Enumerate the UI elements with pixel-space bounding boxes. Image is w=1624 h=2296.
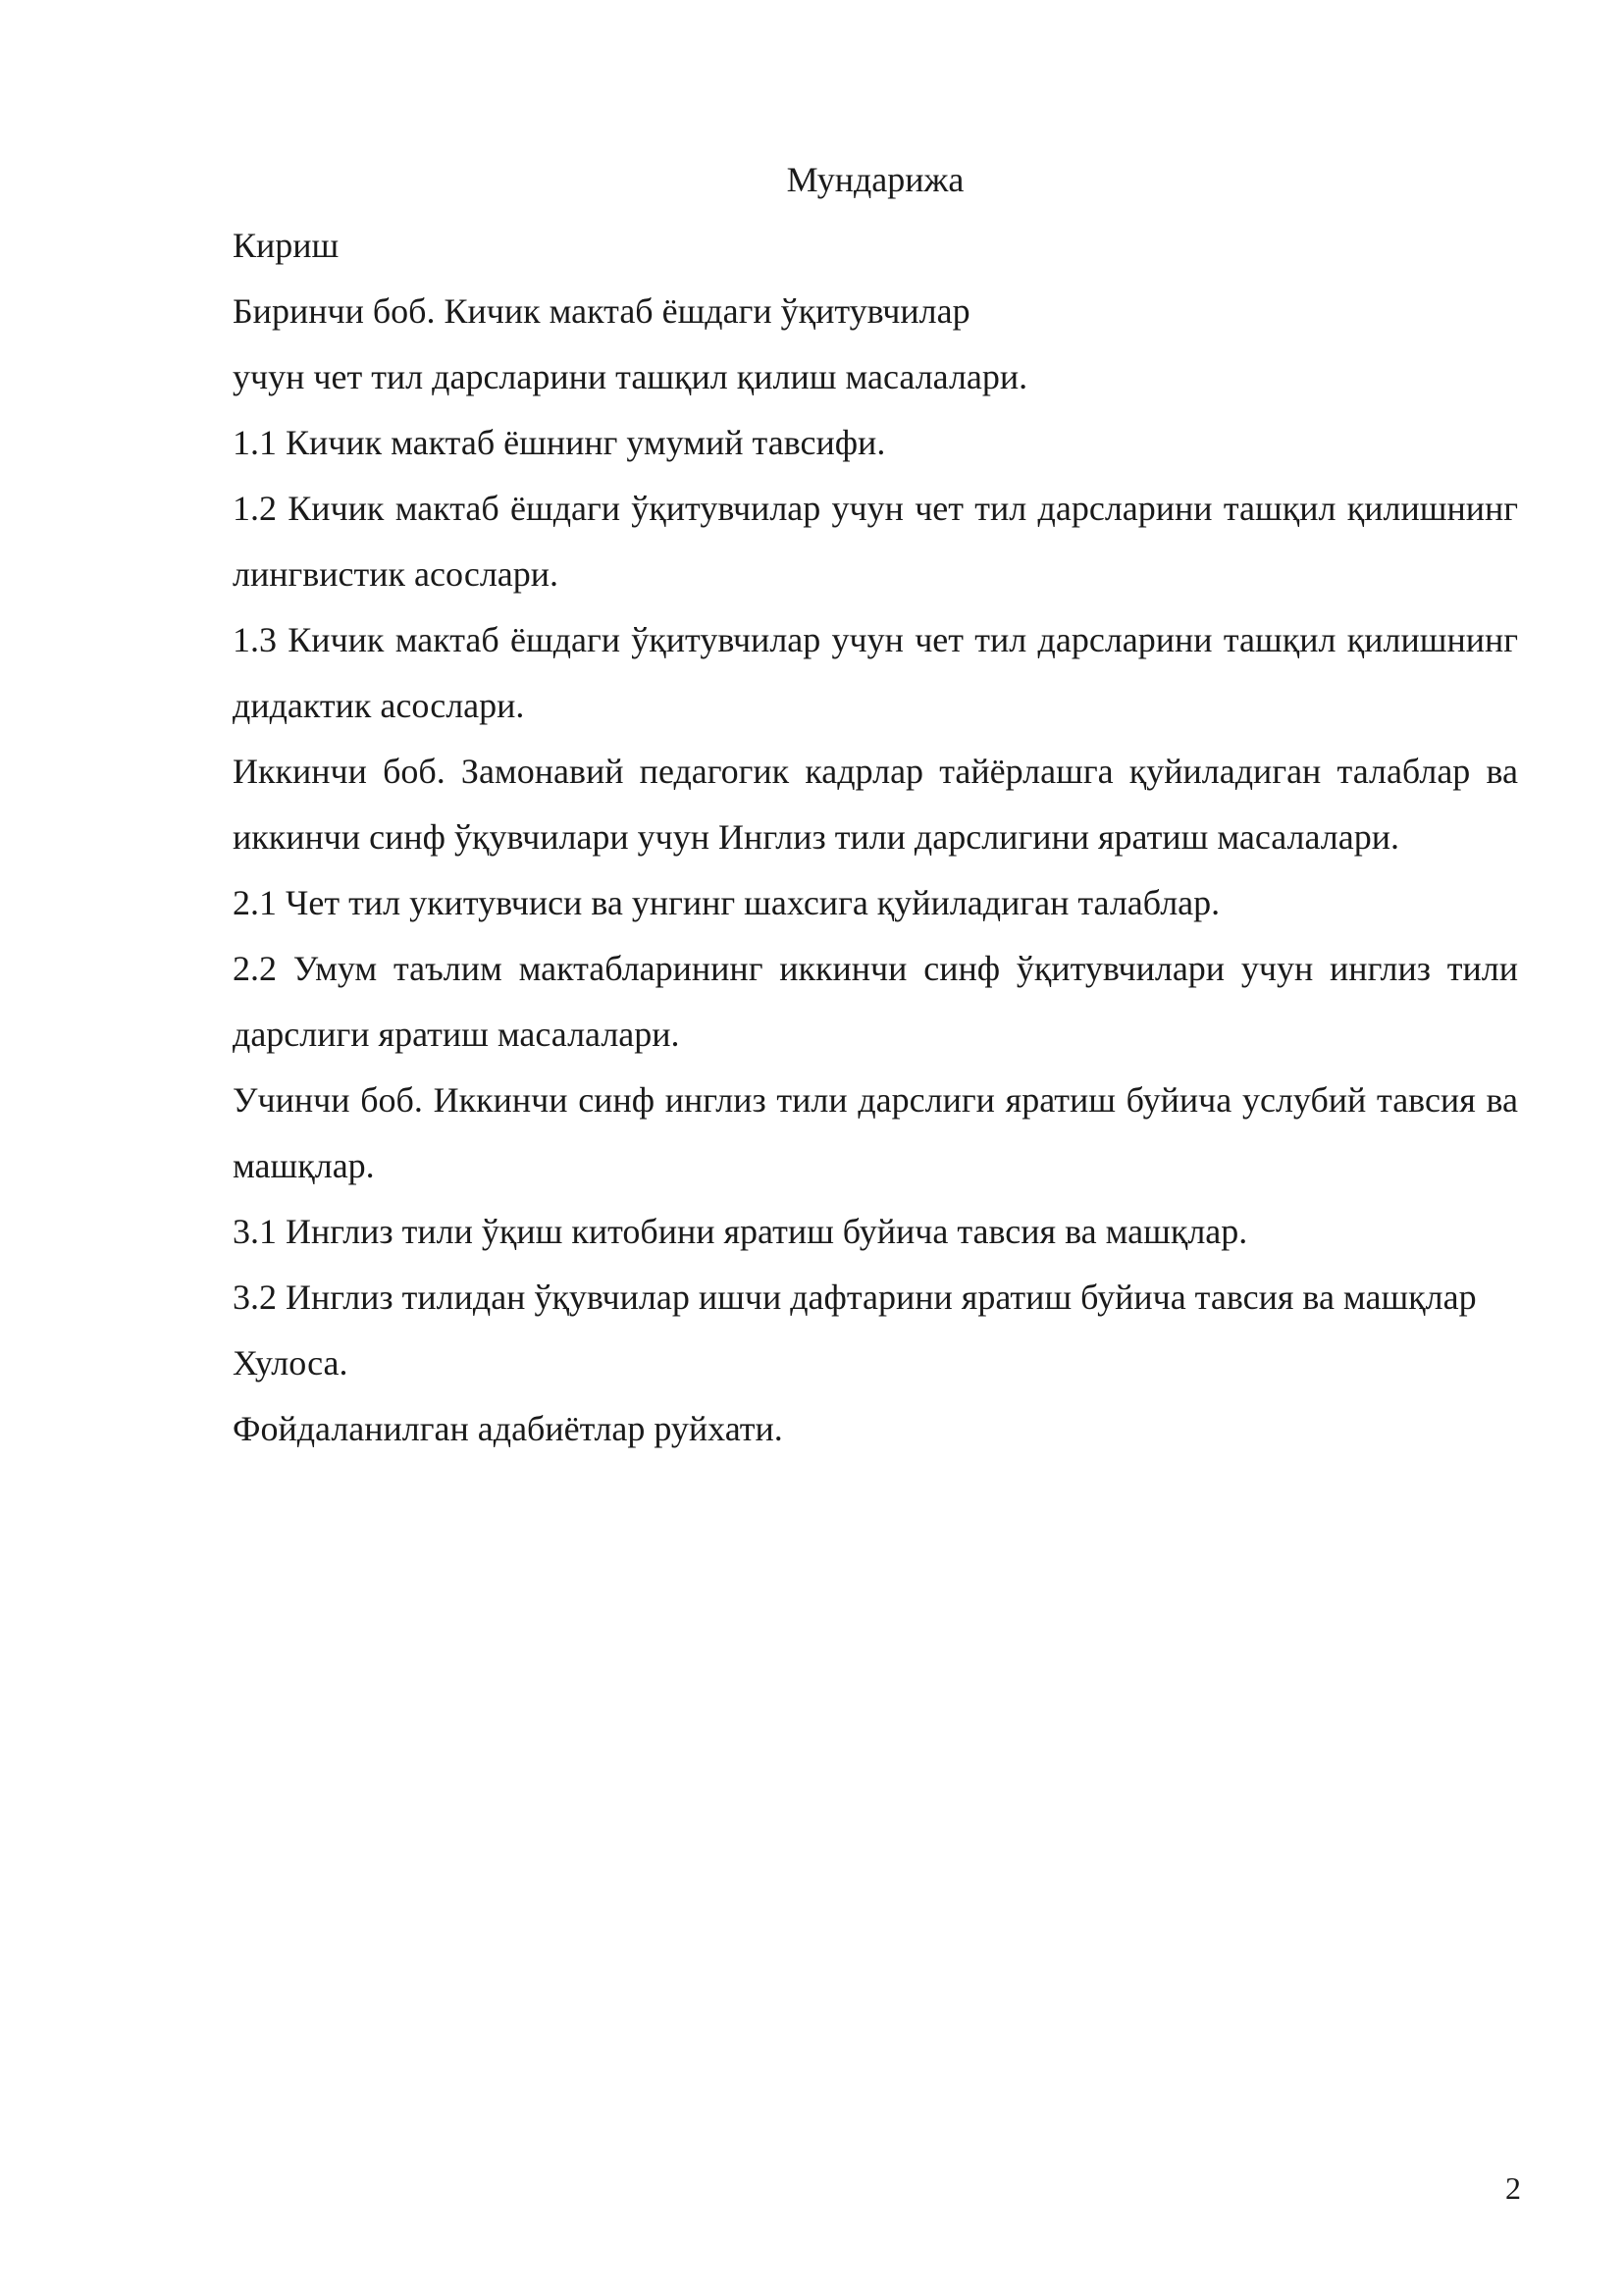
toc-entry-section-3-2: 3.2 Инглиз тилидан ўқувчилар ишчи дафтарини яратиш буйича тавсия ва машқлар [233, 1278, 1477, 1317]
toc-entry-bibliography: Фойдаланилган адабиётлар руйхати. [233, 1409, 783, 1448]
toc-entry-chapter-1-line-1: Биринчи боб. Кичик мактаб ёшдаги ўқитувчилар [233, 291, 970, 331]
toc-entry-conclusion: Хулоса. [233, 1343, 348, 1383]
toc-entry-section-2-2: 2.2 Умум таълим мактабларининг иккинчи синф ўқитувчилари учун инглиз тили дарслиги яратиш масалалари. [233, 949, 1518, 1054]
table-of-contents [233, 147, 1518, 1462]
toc-entry-chapter-3: Учинчи боб. Иккинчи синф инглиз тили дарслиги яратиш буйича услубий тавсия ва машқлар. [233, 1080, 1518, 1185]
toc-entry-section-3-1: 3.1 Инглиз тили ўқиш китобини яратиш буйича тавсия ва машқлар. [233, 1212, 1248, 1251]
toc-entry-section-1-3: 1.3 Кичик мактаб ёшдаги ўқитувчилар учун чет тил дарсларини ташқил қилишнинг дидактик асослари. [233, 620, 1518, 725]
page-number: 2 [1505, 2170, 1521, 2206]
toc-entry-introduction: Кириш [233, 226, 340, 265]
toc-title: Мундарижа [786, 160, 965, 199]
toc-entry-section-1-2: 1.2 Кичик мактаб ёшдаги ўқитувчилар учун чет тил дарсларини ташқил қилишнинг лингвистик асослари. [233, 489, 1518, 594]
toc-entry-section-1-1: 1.1 Кичик мактаб ёшнинг умумий тавсифи. [233, 423, 886, 462]
toc-entry-chapter-1-line-2: учун чет тил дарсларини ташқил қилиш масалалари. [233, 357, 1028, 396]
toc-entry-section-2-1: 2.1 Чет тил укитувчиси ва унгинг шахсига қуйиладиган талаблар. [233, 883, 1221, 922]
toc-entry-chapter-2: Иккинчи боб. Замонавий педагогик кадрлар тайёрлашга қуйиладиган талаблар ва иккинчи синф ўқувчилари учун Инглиз тили дарслигини яратиш масалалари. [233, 752, 1518, 857]
